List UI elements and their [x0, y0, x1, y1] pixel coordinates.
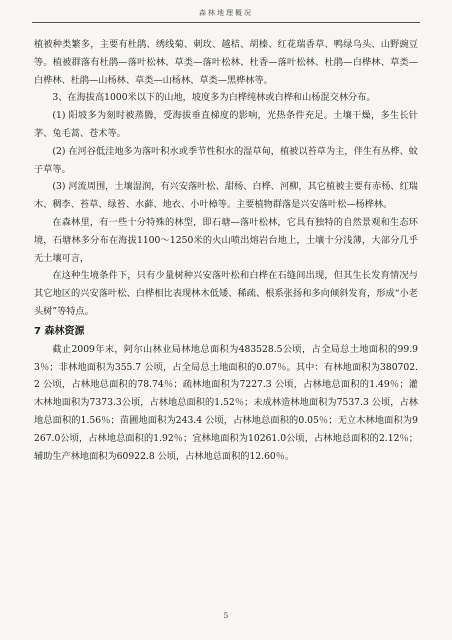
paragraph: 植被种类繁多，主要有杜鹃、绣线菊、刺玫、越桔、胡榛、红花瑞香草、鸭绿乌头、山野豌豆等。植被群落有杜鹃—落叶松林、草类—落叶松林、杜香—落叶松林、杜鹃—白桦林、草类—白桦林、杜鹃—山杨林、草类—山杨林、草类—黑桦林等。: [34, 39, 418, 86]
paragraph: (1) 阳坡多为刻时被蒸腾，受海拔垂直梯度的影响，光热条件充足。土壤干燥，多生长针茅、兔毛蒿、苍术等。: [34, 110, 418, 139]
paragraph: 3、在海拔高1000米以下的山地，坡度多为白桦纯林或白桦和山杨混交林分布。: [52, 92, 376, 104]
paragraph: 在森林里，有一些十分特殊的林型，即石塘—落叶松林，它具有独特的自然景观和生态环境，石塘林多分布在海拔1100～1250米的火山喷出熔岩台地上，土壤十分浅薄，大部分几乎无土壤可言，: [34, 216, 418, 264]
header-rule: [32, 22, 420, 23]
paragraph: (2) 在河谷低洼地多为落叶积水或季节性积水的湿草甸，植被以苔草为主，伴生有丛桦、蚊子草等。: [34, 145, 418, 175]
body-text: [34, 36, 418, 465]
section-heading: 7 森林资源: [34, 325, 85, 337]
page-number: 5: [223, 612, 229, 620]
paragraph: 在这种生境条件下，只有少量树种兴安落叶松和白桦在石缝间出现，但其生长发育情况与其它地区的兴安落叶松、白桦相比表现林木低矮、稀疏、根系张扬和多向倾斜发育，形成“小老头树”等特点。: [34, 270, 418, 317]
running-header: 森林地理概况: [199, 9, 253, 17]
paragraph: 截止2009年末，阿尔山林业局林地总面积为483528.5公顷，占全局总土地面积的99.93％；非林地面积为355.7 公顷，占全局总土地面积的0.07％。其中：有林地面积为380702.2 公顷，占林地总面积的78.74％；疏林地面积为7227.3 公顷，占林地总面积的1.49％；灌木林地面积为7373.3公顷，占林地总面积的1.52％；未成林造林地面积为7537.3 公顷，占林地总面积的1.56％；苗圃地面积为243.4 公顷，占林地总面积的0.05％；无立木林地面积为9267.0公顷，占林地总面积的1.92％；宜林地面积为10261.0公顷，占林地总面积的2.12％；辅助生产林地面积为60922.8 公顷，占林地总面积的12.60％。: [34, 343, 418, 462]
paragraph: (3) 河流周围，土壤湿润，有兴安落叶松、甜杨、白桦、河柳，其它植被主要有赤杨、红瑞木、稠李、苔草、绿苔、水藓、地衣、小叶樟等。主要植物群落是兴安落叶松—杨桦林。: [34, 181, 418, 211]
